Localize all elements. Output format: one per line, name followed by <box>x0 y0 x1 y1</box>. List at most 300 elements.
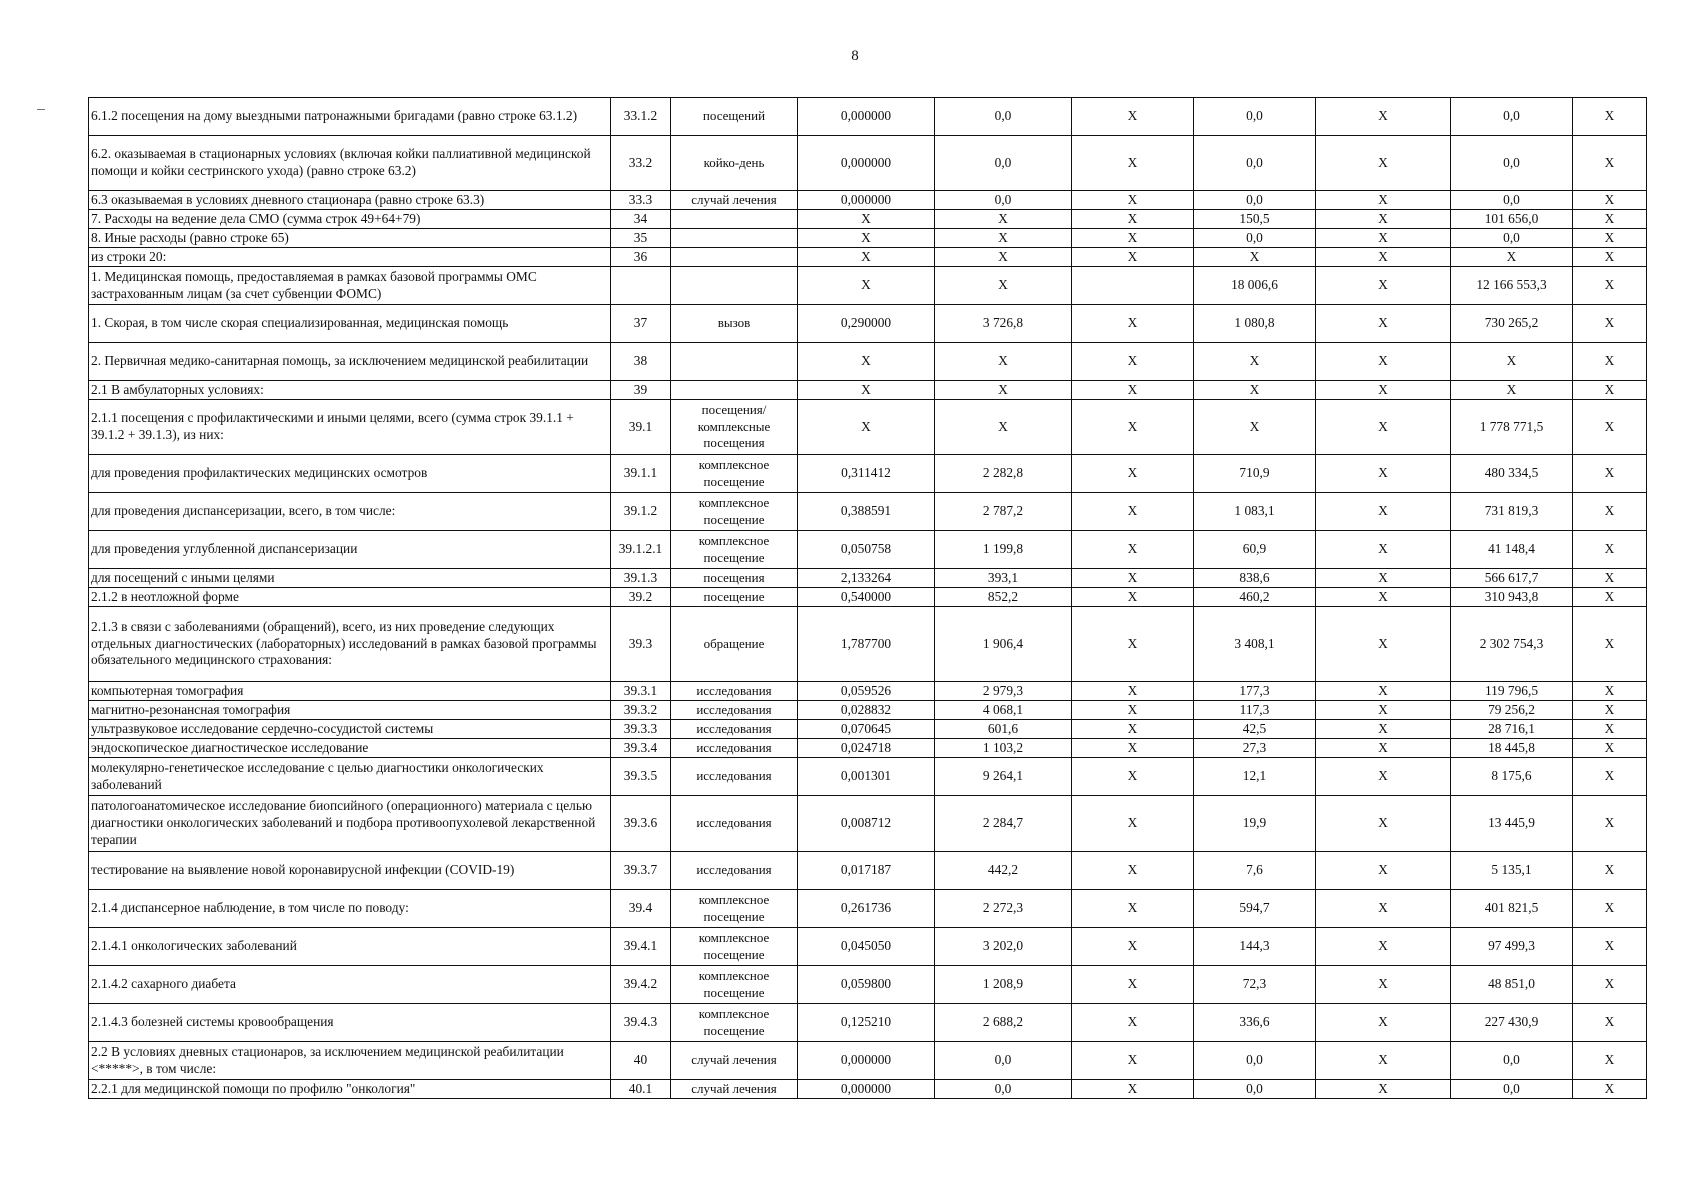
row-cost-cell: X <box>935 400 1072 455</box>
row-standard-cell: 0,059800 <box>798 966 935 1004</box>
row-x2-cell: X <box>1316 682 1451 701</box>
row-x2-cell: X <box>1316 928 1451 966</box>
table-row <box>89 966 1647 1004</box>
table-row <box>89 229 1647 248</box>
row-code-cell: 39.1.3 <box>611 569 671 588</box>
row-x1-cell: X <box>1072 229 1194 248</box>
row-cost-cell: 3 726,8 <box>935 305 1072 343</box>
table-row <box>89 98 1647 136</box>
row-x2-cell: X <box>1316 305 1451 343</box>
row-per-capita-cell: X <box>1194 248 1316 267</box>
row-unit-cell: исследования <box>671 852 798 890</box>
row-code-cell: 38 <box>611 343 671 381</box>
row-unit-cell: комплексное посещение <box>671 531 798 569</box>
row-unit-cell: исследования <box>671 701 798 720</box>
row-per-capita-cell: 7,6 <box>1194 852 1316 890</box>
row-total-cell: 28 716,1 <box>1451 720 1573 739</box>
row-x1-cell: X <box>1072 1004 1194 1042</box>
row-x3-cell: X <box>1573 531 1647 569</box>
row-x1-cell: X <box>1072 758 1194 796</box>
row-x3-cell: X <box>1573 607 1647 682</box>
row-unit-cell: посещения <box>671 569 798 588</box>
table-body <box>89 98 1647 1099</box>
row-x3-cell: X <box>1573 98 1647 136</box>
row-standard-cell: 0,024718 <box>798 739 935 758</box>
row-name-cell: 2.2 В условиях дневных стационаров, за исключением медицинской реабилитации <*****>, в том числе: <box>89 1042 611 1080</box>
row-x2-cell: X <box>1316 455 1451 493</box>
row-unit-cell: исследования <box>671 758 798 796</box>
table-row <box>89 588 1647 607</box>
row-total-cell: 13 445,9 <box>1451 796 1573 852</box>
row-x3-cell: X <box>1573 136 1647 191</box>
row-name-cell: 6.3 оказываемая в условиях дневного стационара (равно строке 63.3) <box>89 191 611 210</box>
row-name-cell: для проведения профилактических медицинских осмотров <box>89 455 611 493</box>
row-code-cell: 33.3 <box>611 191 671 210</box>
row-per-capita-cell: 72,3 <box>1194 966 1316 1004</box>
row-x3-cell: X <box>1573 796 1647 852</box>
row-name-cell: 8. Иные расходы (равно строке 65) <box>89 229 611 248</box>
row-total-cell: X <box>1451 343 1573 381</box>
table-row <box>89 493 1647 531</box>
row-code-cell: 39.4.1 <box>611 928 671 966</box>
row-x2-cell: X <box>1316 588 1451 607</box>
row-cost-cell: 0,0 <box>935 1080 1072 1099</box>
row-cost-cell: 1 208,9 <box>935 966 1072 1004</box>
row-x1-cell: X <box>1072 343 1194 381</box>
row-code-cell: 34 <box>611 210 671 229</box>
row-x1-cell: X <box>1072 928 1194 966</box>
row-total-cell: 97 499,3 <box>1451 928 1573 966</box>
row-name-cell: для посещений с иными целями <box>89 569 611 588</box>
row-x1-cell: X <box>1072 98 1194 136</box>
row-code-cell: 35 <box>611 229 671 248</box>
row-total-cell: 0,0 <box>1451 136 1573 191</box>
row-x1-cell: X <box>1072 455 1194 493</box>
row-x2-cell: X <box>1316 852 1451 890</box>
row-code-cell: 39 <box>611 381 671 400</box>
row-x3-cell: X <box>1573 701 1647 720</box>
row-x3-cell: X <box>1573 1080 1647 1099</box>
row-code-cell: 39.3.3 <box>611 720 671 739</box>
row-per-capita-cell: 594,7 <box>1194 890 1316 928</box>
row-x2-cell: X <box>1316 493 1451 531</box>
row-cost-cell: 0,0 <box>935 1042 1072 1080</box>
row-code-cell: 39.1 <box>611 400 671 455</box>
row-x2-cell: X <box>1316 701 1451 720</box>
row-code-cell: 39.1.2 <box>611 493 671 531</box>
table-row <box>89 569 1647 588</box>
row-total-cell: 0,0 <box>1451 191 1573 210</box>
row-per-capita-cell: 0,0 <box>1194 1080 1316 1099</box>
row-x1-cell: X <box>1072 701 1194 720</box>
row-cost-cell: X <box>935 229 1072 248</box>
row-per-capita-cell: 117,3 <box>1194 701 1316 720</box>
page-number: 8 <box>851 48 859 64</box>
row-standard-cell: 0,028832 <box>798 701 935 720</box>
table-row <box>89 455 1647 493</box>
row-standard-cell: X <box>798 381 935 400</box>
table-row <box>89 682 1647 701</box>
row-name-cell: молекулярно-генетическое исследование с целью диагностики онкологических заболеваний <box>89 758 611 796</box>
row-cost-cell: 2 688,2 <box>935 1004 1072 1042</box>
table-row <box>89 191 1647 210</box>
row-name-cell: 7. Расходы на ведение дела СМО (сумма строк 49+64+79) <box>89 210 611 229</box>
row-unit-cell <box>671 267 798 305</box>
row-unit-cell: исследования <box>671 720 798 739</box>
row-name-cell: компьютерная томография <box>89 682 611 701</box>
row-x1-cell: X <box>1072 588 1194 607</box>
row-x3-cell: X <box>1573 229 1647 248</box>
row-cost-cell: 3 202,0 <box>935 928 1072 966</box>
row-unit-cell: случай лечения <box>671 1042 798 1080</box>
row-code-cell: 39.1.1 <box>611 455 671 493</box>
row-unit-cell <box>671 210 798 229</box>
row-standard-cell: 0,000000 <box>798 98 935 136</box>
row-code-cell: 39.4 <box>611 890 671 928</box>
row-x1-cell: X <box>1072 739 1194 758</box>
row-per-capita-cell: 0,0 <box>1194 98 1316 136</box>
row-unit-cell: случай лечения <box>671 191 798 210</box>
row-x3-cell: X <box>1573 966 1647 1004</box>
row-x2-cell: X <box>1316 248 1451 267</box>
row-total-cell: 12 166 553,3 <box>1451 267 1573 305</box>
row-x2-cell: X <box>1316 758 1451 796</box>
row-cost-cell: 2 284,7 <box>935 796 1072 852</box>
table-row <box>89 305 1647 343</box>
row-per-capita-cell: 177,3 <box>1194 682 1316 701</box>
row-x2-cell: X <box>1316 966 1451 1004</box>
row-standard-cell: X <box>798 343 935 381</box>
row-code-cell: 39.1.2.1 <box>611 531 671 569</box>
table-row <box>89 1080 1647 1099</box>
row-total-cell: 0,0 <box>1451 229 1573 248</box>
table-row <box>89 758 1647 796</box>
row-total-cell: 310 943,8 <box>1451 588 1573 607</box>
row-x1-cell: X <box>1072 305 1194 343</box>
row-standard-cell: 0,017187 <box>798 852 935 890</box>
row-code-cell: 39.3.6 <box>611 796 671 852</box>
row-x2-cell: X <box>1316 1042 1451 1080</box>
row-x2-cell: X <box>1316 739 1451 758</box>
row-standard-cell: 0,001301 <box>798 758 935 796</box>
row-unit-cell: посещения/комплексные посещения <box>671 400 798 455</box>
row-standard-cell: 0,050758 <box>798 531 935 569</box>
row-standard-cell: 0,540000 <box>798 588 935 607</box>
row-name-cell: 2.1.3 в связи с заболеваниями (обращений), всего, из них проведение следующих отдельных диагностических (лабораторных) исследований в рамках базовой программы обязательного медицинского страхования: <box>89 607 611 682</box>
row-unit-cell: комплексное посещение <box>671 455 798 493</box>
row-code-cell: 37 <box>611 305 671 343</box>
row-x3-cell: X <box>1573 682 1647 701</box>
row-x2-cell: X <box>1316 191 1451 210</box>
row-total-cell: 0,0 <box>1451 1042 1573 1080</box>
row-x3-cell: X <box>1573 248 1647 267</box>
row-standard-cell: 0,261736 <box>798 890 935 928</box>
row-cost-cell: X <box>935 267 1072 305</box>
table-row <box>89 720 1647 739</box>
row-name-cell: 2.1 В амбулаторных условиях: <box>89 381 611 400</box>
row-total-cell: 1 778 771,5 <box>1451 400 1573 455</box>
row-per-capita-cell: 27,3 <box>1194 739 1316 758</box>
row-x2-cell: X <box>1316 607 1451 682</box>
row-cost-cell: 1 103,2 <box>935 739 1072 758</box>
row-cost-cell: 0,0 <box>935 136 1072 191</box>
row-cost-cell: 0,0 <box>935 191 1072 210</box>
row-total-cell: 41 148,4 <box>1451 531 1573 569</box>
row-unit-cell <box>671 343 798 381</box>
row-cost-cell: 1 906,4 <box>935 607 1072 682</box>
row-x2-cell: X <box>1316 210 1451 229</box>
row-cost-cell: X <box>935 381 1072 400</box>
row-standard-cell: 1,787700 <box>798 607 935 682</box>
row-total-cell: 18 445,8 <box>1451 739 1573 758</box>
row-total-cell: 8 175,6 <box>1451 758 1573 796</box>
row-x1-cell: X <box>1072 890 1194 928</box>
row-per-capita-cell: 60,9 <box>1194 531 1316 569</box>
row-x2-cell: X <box>1316 98 1451 136</box>
row-unit-cell: исследования <box>671 796 798 852</box>
row-per-capita-cell: 336,6 <box>1194 1004 1316 1042</box>
row-standard-cell: 0,070645 <box>798 720 935 739</box>
row-unit-cell: комплексное посещение <box>671 1004 798 1042</box>
row-code-cell <box>611 267 671 305</box>
row-code-cell: 40.1 <box>611 1080 671 1099</box>
row-x1-cell: X <box>1072 720 1194 739</box>
row-x1-cell: X <box>1072 191 1194 210</box>
row-total-cell: 480 334,5 <box>1451 455 1573 493</box>
row-x1-cell: X <box>1072 682 1194 701</box>
row-x3-cell: X <box>1573 758 1647 796</box>
row-x1-cell: X <box>1072 796 1194 852</box>
row-standard-cell: 0,125210 <box>798 1004 935 1042</box>
row-per-capita-cell: 1 080,8 <box>1194 305 1316 343</box>
row-name-cell: 2.2.1 для медицинской помощи по профилю "онкология" <box>89 1080 611 1099</box>
row-code-cell: 39.4.2 <box>611 966 671 1004</box>
row-per-capita-cell: 150,5 <box>1194 210 1316 229</box>
row-cost-cell: X <box>935 343 1072 381</box>
row-cost-cell: 2 979,3 <box>935 682 1072 701</box>
table-row <box>89 136 1647 191</box>
row-standard-cell: X <box>798 229 935 248</box>
row-x1-cell: X <box>1072 381 1194 400</box>
row-name-cell: 2.1.4.2 сахарного диабета <box>89 966 611 1004</box>
row-x2-cell: X <box>1316 720 1451 739</box>
row-x1-cell: X <box>1072 493 1194 531</box>
row-x2-cell: X <box>1316 796 1451 852</box>
table-row <box>89 248 1647 267</box>
row-total-cell: 566 617,7 <box>1451 569 1573 588</box>
row-standard-cell: 0,000000 <box>798 136 935 191</box>
row-x1-cell: X <box>1072 1042 1194 1080</box>
row-code-cell: 33.1.2 <box>611 98 671 136</box>
row-code-cell: 39.3 <box>611 607 671 682</box>
row-x3-cell: X <box>1573 400 1647 455</box>
row-unit-cell: посещений <box>671 98 798 136</box>
table-row <box>89 267 1647 305</box>
row-x2-cell: X <box>1316 1004 1451 1042</box>
row-total-cell: 730 265,2 <box>1451 305 1573 343</box>
row-standard-cell: 0,311412 <box>798 455 935 493</box>
row-per-capita-cell: 0,0 <box>1194 136 1316 191</box>
row-x2-cell: X <box>1316 229 1451 248</box>
row-per-capita-cell: 838,6 <box>1194 569 1316 588</box>
row-total-cell: 48 851,0 <box>1451 966 1573 1004</box>
row-x1-cell <box>1072 267 1194 305</box>
row-total-cell: 2 302 754,3 <box>1451 607 1573 682</box>
row-x1-cell: X <box>1072 852 1194 890</box>
row-x3-cell: X <box>1573 890 1647 928</box>
row-code-cell: 36 <box>611 248 671 267</box>
row-x2-cell: X <box>1316 136 1451 191</box>
row-name-cell: 2.1.2 в неотложной форме <box>89 588 611 607</box>
row-x1-cell: X <box>1072 607 1194 682</box>
row-per-capita-cell: 144,3 <box>1194 928 1316 966</box>
row-x3-cell: X <box>1573 1004 1647 1042</box>
row-total-cell: 227 430,9 <box>1451 1004 1573 1042</box>
table-row <box>89 343 1647 381</box>
row-x3-cell: X <box>1573 191 1647 210</box>
row-cost-cell: X <box>935 210 1072 229</box>
row-x2-cell: X <box>1316 381 1451 400</box>
row-name-cell: 6.2. оказываемая в стационарных условиях (включая койки паллиативной медицинской помощи и койки сестринского ухода) (равно строке 63.2) <box>89 136 611 191</box>
row-cost-cell: 442,2 <box>935 852 1072 890</box>
row-unit-cell: вызов <box>671 305 798 343</box>
row-cost-cell: 2 282,8 <box>935 455 1072 493</box>
row-x3-cell: X <box>1573 455 1647 493</box>
row-code-cell: 39.4.3 <box>611 1004 671 1042</box>
row-unit-cell <box>671 229 798 248</box>
margin-mark <box>37 109 45 110</box>
row-code-cell: 33.2 <box>611 136 671 191</box>
table-row <box>89 852 1647 890</box>
table-row <box>89 739 1647 758</box>
row-total-cell: 0,0 <box>1451 98 1573 136</box>
table-row <box>89 607 1647 682</box>
row-standard-cell: 0,290000 <box>798 305 935 343</box>
row-name-cell: для проведения углубленной диспансеризации <box>89 531 611 569</box>
row-x3-cell: X <box>1573 588 1647 607</box>
row-unit-cell: комплексное посещение <box>671 966 798 1004</box>
row-x3-cell: X <box>1573 569 1647 588</box>
row-code-cell: 39.3.4 <box>611 739 671 758</box>
row-standard-cell: 0,000000 <box>798 1042 935 1080</box>
row-x1-cell: X <box>1072 248 1194 267</box>
row-x3-cell: X <box>1573 343 1647 381</box>
row-standard-cell: X <box>798 400 935 455</box>
row-total-cell: 731 819,3 <box>1451 493 1573 531</box>
row-cost-cell: 2 787,2 <box>935 493 1072 531</box>
row-total-cell: 101 656,0 <box>1451 210 1573 229</box>
table-row <box>89 796 1647 852</box>
row-unit-cell: койко-день <box>671 136 798 191</box>
row-name-cell: 2. Первичная медико-санитарная помощь, за исключением медицинской реабилитации <box>89 343 611 381</box>
row-x2-cell: X <box>1316 267 1451 305</box>
row-standard-cell: 0,045050 <box>798 928 935 966</box>
row-x3-cell: X <box>1573 739 1647 758</box>
table-row <box>89 890 1647 928</box>
row-name-cell: 2.1.1 посещения с профилактическими и иными целями, всего (сумма строк 39.1.1 + 39.1.2 + 39.1.3), из них: <box>89 400 611 455</box>
row-x2-cell: X <box>1316 1080 1451 1099</box>
row-per-capita-cell: 710,9 <box>1194 455 1316 493</box>
row-total-cell: 79 256,2 <box>1451 701 1573 720</box>
row-total-cell: 401 821,5 <box>1451 890 1573 928</box>
row-unit-cell <box>671 381 798 400</box>
row-unit-cell: комплексное посещение <box>671 890 798 928</box>
row-standard-cell: X <box>798 210 935 229</box>
row-name-cell: 1. Скорая, в том числе скорая специализированная, медицинская помощь <box>89 305 611 343</box>
row-per-capita-cell: X <box>1194 400 1316 455</box>
row-unit-cell <box>671 248 798 267</box>
data-table <box>88 97 1647 1099</box>
row-per-capita-cell: 0,0 <box>1194 229 1316 248</box>
row-standard-cell: X <box>798 248 935 267</box>
row-per-capita-cell: X <box>1194 343 1316 381</box>
row-x3-cell: X <box>1573 852 1647 890</box>
row-x1-cell: X <box>1072 1080 1194 1099</box>
row-unit-cell: посещение <box>671 588 798 607</box>
table-row <box>89 928 1647 966</box>
row-x2-cell: X <box>1316 343 1451 381</box>
row-name-cell: 2.1.4.3 болезней системы кровообращения <box>89 1004 611 1042</box>
row-cost-cell: 9 264,1 <box>935 758 1072 796</box>
row-x2-cell: X <box>1316 569 1451 588</box>
row-x2-cell: X <box>1316 890 1451 928</box>
table-row <box>89 701 1647 720</box>
row-per-capita-cell: 42,5 <box>1194 720 1316 739</box>
row-per-capita-cell: 1 083,1 <box>1194 493 1316 531</box>
row-total-cell: X <box>1451 381 1573 400</box>
row-per-capita-cell: X <box>1194 381 1316 400</box>
row-unit-cell: исследования <box>671 682 798 701</box>
row-per-capita-cell: 18 006,6 <box>1194 267 1316 305</box>
row-x3-cell: X <box>1573 305 1647 343</box>
row-per-capita-cell: 460,2 <box>1194 588 1316 607</box>
row-cost-cell: X <box>935 248 1072 267</box>
row-standard-cell: 0,059526 <box>798 682 935 701</box>
row-name-cell: 2.1.4 диспансерное наблюдение, в том числе по поводу: <box>89 890 611 928</box>
row-name-cell: 6.1.2 посещения на дому выездными патронажными бригадами (равно строке 63.1.2) <box>89 98 611 136</box>
row-x3-cell: X <box>1573 267 1647 305</box>
row-name-cell: магнитно-резонансная томография <box>89 701 611 720</box>
row-name-cell: из строки 20: <box>89 248 611 267</box>
row-code-cell: 39.3.7 <box>611 852 671 890</box>
table-row <box>89 400 1647 455</box>
row-x1-cell: X <box>1072 400 1194 455</box>
row-name-cell: 1. Медицинская помощь, предоставляемая в рамках базовой программы ОМС застрахованным лицам (за счет субвенции ФОМС) <box>89 267 611 305</box>
row-x3-cell: X <box>1573 720 1647 739</box>
table-row <box>89 1042 1647 1080</box>
row-x3-cell: X <box>1573 493 1647 531</box>
row-x3-cell: X <box>1573 1042 1647 1080</box>
row-code-cell: 39.2 <box>611 588 671 607</box>
row-name-cell: для проведения диспансеризации, всего, в том числе: <box>89 493 611 531</box>
row-per-capita-cell: 12,1 <box>1194 758 1316 796</box>
row-code-cell: 39.3.5 <box>611 758 671 796</box>
row-x2-cell: X <box>1316 531 1451 569</box>
row-unit-cell: комплексное посещение <box>671 928 798 966</box>
row-x1-cell: X <box>1072 210 1194 229</box>
row-cost-cell: 1 199,8 <box>935 531 1072 569</box>
row-unit-cell: случай лечения <box>671 1080 798 1099</box>
row-standard-cell: 0,388591 <box>798 493 935 531</box>
row-per-capita-cell: 0,0 <box>1194 1042 1316 1080</box>
table-row <box>89 210 1647 229</box>
row-x1-cell: X <box>1072 136 1194 191</box>
row-cost-cell: 601,6 <box>935 720 1072 739</box>
row-unit-cell: обращение <box>671 607 798 682</box>
row-x3-cell: X <box>1573 210 1647 229</box>
row-x1-cell: X <box>1072 569 1194 588</box>
row-x1-cell: X <box>1072 966 1194 1004</box>
